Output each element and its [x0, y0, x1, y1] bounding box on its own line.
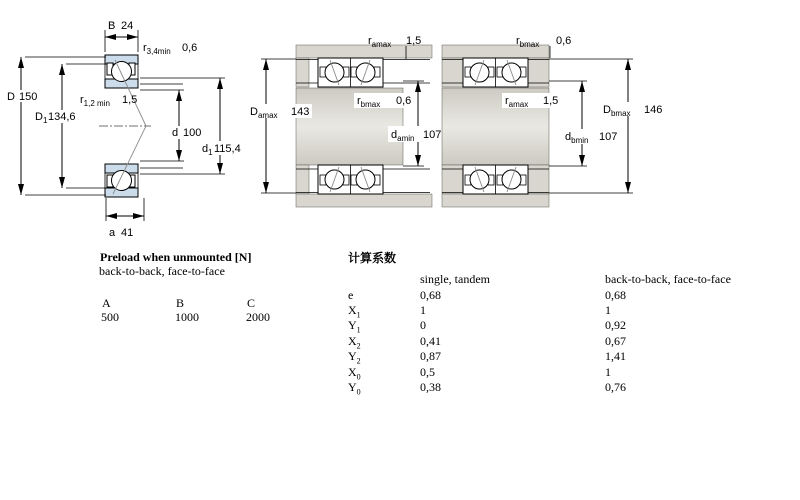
factor-row-label: $X_0$ [348, 365, 361, 382]
label-D: D 150 [7, 91, 38, 103]
label-ramax-top: $r_{amax}$ 1,5 [368, 35, 422, 49]
factor-row-label: e [348, 288, 354, 302]
factors-title: 计算系数 [348, 251, 397, 265]
factor-value: 0 [420, 318, 426, 332]
preload-col-A: A [102, 296, 111, 310]
label-r34: $r_{3,4min}$ 0,6 [143, 42, 198, 56]
factor-value: 0,38 [420, 380, 441, 394]
label-dbmin: $d_{bmin}$ 107 [565, 131, 618, 145]
preload-value-A: 500 [101, 310, 119, 324]
ball [112, 171, 132, 191]
label-d1: $d_1115,4$ [202, 143, 241, 157]
factor-value: 0,76 [605, 380, 626, 394]
factor-value: 1 [605, 365, 611, 379]
factor-value: 1 [605, 303, 611, 317]
preload-value-C: 2000 [246, 310, 270, 324]
label-B: B 24 [108, 20, 134, 32]
ball [112, 62, 132, 82]
label-rbmax: $r_{bmax}$ 0,6 [357, 95, 412, 109]
preload-title: Preload when unmounted [N] [100, 250, 252, 264]
factors-col-paired: back-to-back, face-to-face [605, 272, 731, 286]
label-Damax: $D_{amax}$ 143 [250, 106, 310, 120]
factor-value: 1,41 [605, 349, 626, 363]
factor-value: 0,68 [605, 288, 626, 302]
factors-col-single: single, tandem [420, 272, 490, 286]
bearing-pair-top [463, 58, 528, 87]
arrangement-a-drawing [248, 35, 444, 207]
factor-value: 0,41 [420, 334, 441, 348]
bearing-pair-bottom [318, 165, 383, 194]
arrangement-b-drawing [442, 35, 662, 207]
bearing-section-top [105, 55, 138, 88]
label-rbmax-top: $r_{bmax}$ 0,6 [516, 35, 572, 49]
factor-value: 1 [420, 303, 426, 317]
bearing-section-bottom [105, 164, 138, 197]
label-Dbmax: $D_{bmax}$ 146 [603, 104, 663, 118]
factor-row-label: $X_1$ [348, 303, 361, 320]
label-D1: $D_1134,6$ [35, 111, 76, 125]
factor-value: 0,92 [605, 318, 626, 332]
bearing-pair-top [318, 58, 383, 87]
label-d: d 100 [172, 127, 202, 139]
housing-bottom [442, 194, 549, 207]
preload-value-B: 1000 [175, 310, 199, 324]
label-ramax: $r_{amax}$ 1,5 [505, 95, 559, 109]
preload-subtitle: back-to-back, face-to-face [99, 264, 225, 278]
housing-bottom [296, 194, 432, 207]
factor-value: 0,67 [605, 334, 626, 348]
factor-row-label: $Y_2$ [348, 349, 361, 366]
bearing-drawings [0, 0, 800, 245]
label-a: a 41 [109, 227, 134, 239]
factor-row-label: $X_2$ [348, 334, 361, 351]
extension-lines [549, 59, 633, 193]
preload-col-B: B [176, 296, 185, 310]
label-r12: $r_{1,2 min}$ 1,5 [80, 94, 138, 108]
factor-value: 0,5 [420, 365, 435, 379]
factor-value: 0,87 [420, 349, 441, 363]
factor-value: 0,68 [420, 288, 441, 302]
bearing-pair-bottom [463, 165, 528, 194]
factor-row-label: $Y_0$ [348, 380, 361, 397]
label-damin: $d_{amin}$ 107 [391, 129, 442, 143]
preload-col-C: C [247, 296, 256, 310]
factor-row-label: $Y_1$ [348, 318, 361, 335]
single-bearing-drawing [5, 20, 245, 239]
